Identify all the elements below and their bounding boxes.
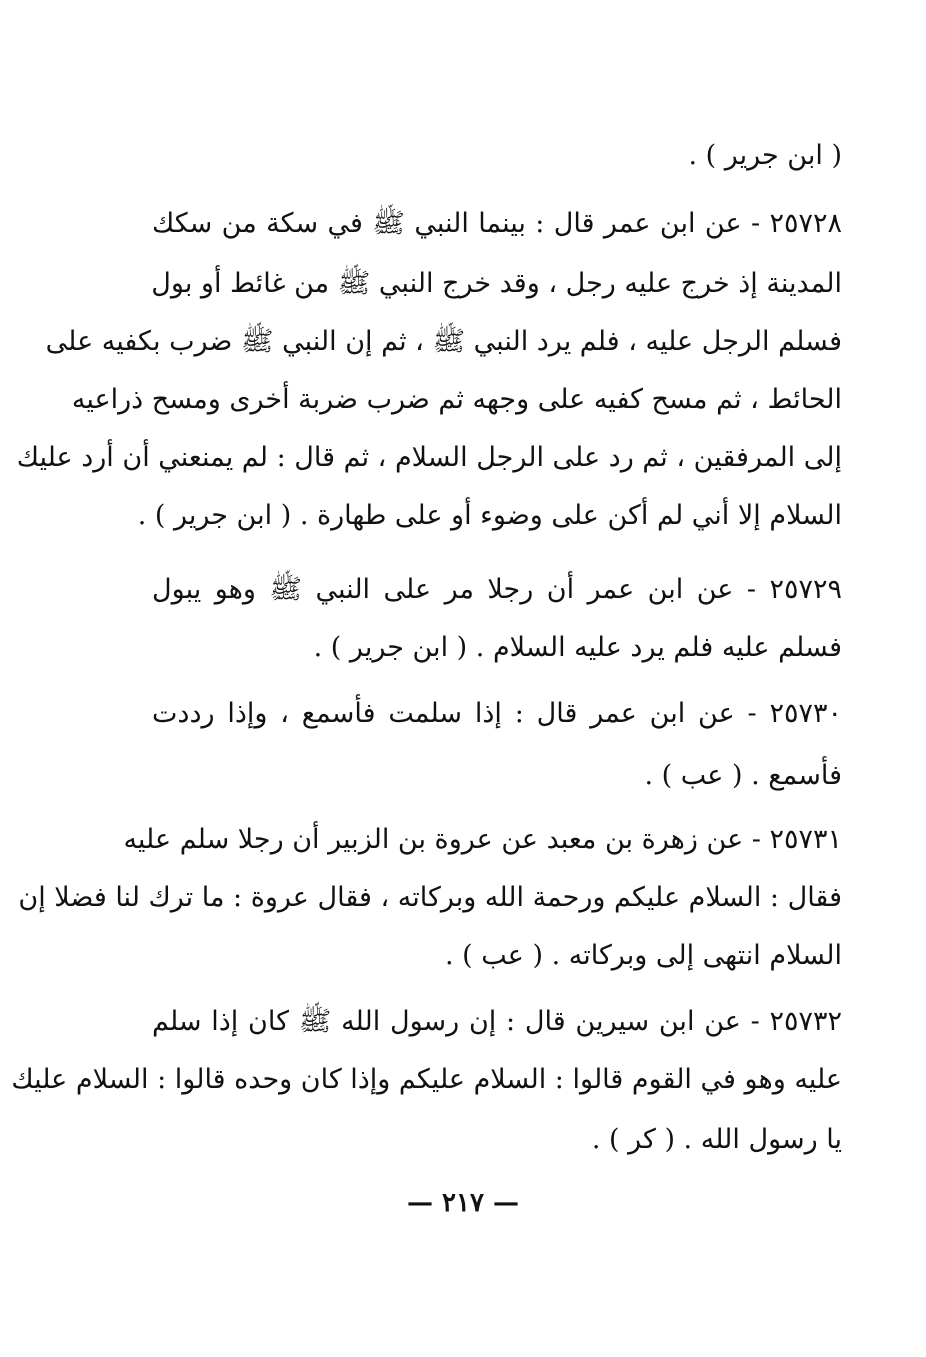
text-line: السلام انتهى إلى وبركاته . ( عب ) .	[444, 940, 842, 971]
hadith-25729-line: ٢٥٧٢٩ - عن ابن عمر أن رجلا مر على النبي ﷺ وهو يبول	[152, 574, 842, 605]
text-line: فسلم الرجل عليه ، فلم يرد النبي ﷺ ، ثم إن النبي ﷺ ضرب بكفيه على	[45, 326, 842, 357]
text-line: عليه وهو في القوم قالوا : السلام عليكم وإذا كان وحده قالوا : السلام عليك	[11, 1064, 842, 1095]
hadith-25728-line: ٢٥٧٢٨ - عن ابن عمر قال : بينما النبي ﷺ في سكة من سكك	[152, 208, 842, 239]
text-line: فأسمع . ( عب ) .	[644, 760, 842, 791]
hadith-25731-line: ٢٥٧٣١ - عن زهرة بن معبد عن عروة بن الزبير أن رجلا سلم عليه	[123, 824, 842, 855]
text-line: ( ابن جرير ) .	[688, 140, 842, 171]
text-line: إلى المرفقين ، ثم رد على الرجل السلام ، ثم قال : لم يمنعني أن أرد عليك	[16, 442, 842, 473]
text-line: الحائط ، ثم مسح كفيه على وجهه ثم ضرب ضربة أخرى ومسح ذراعيه	[71, 384, 842, 415]
text-line: فقال : السلام عليكم ورحمة الله وبركاته ، فقال عروة : ما ترك لنا فضلا إن	[18, 882, 842, 913]
text-line: السلام إلا أني لم أكن على وضوء أو على طهارة . ( ابن جرير ) .	[137, 500, 842, 531]
hadith-25730-line: ٢٥٧٣٠ - عن ابن عمر قال : إذا سلمت فأسمع ، وإذا رددت	[152, 698, 842, 729]
text-line: المدينة إذ خرج عليه رجل ، وقد خرج النبي ﷺ من غائط أو بول	[151, 268, 842, 299]
hadith-25732-line: ٢٥٧٣٢ - عن ابن سيرين قال : إن رسول الله ﷺ كان إذا سلم	[152, 1006, 842, 1037]
page-number: — ٢١٧ —	[406, 1188, 520, 1218]
text-line: يا رسول الله . ( كر ) .	[591, 1124, 842, 1155]
text-line: فسلم عليه فلم يرد عليه السلام . ( ابن جرير ) .	[313, 632, 842, 663]
